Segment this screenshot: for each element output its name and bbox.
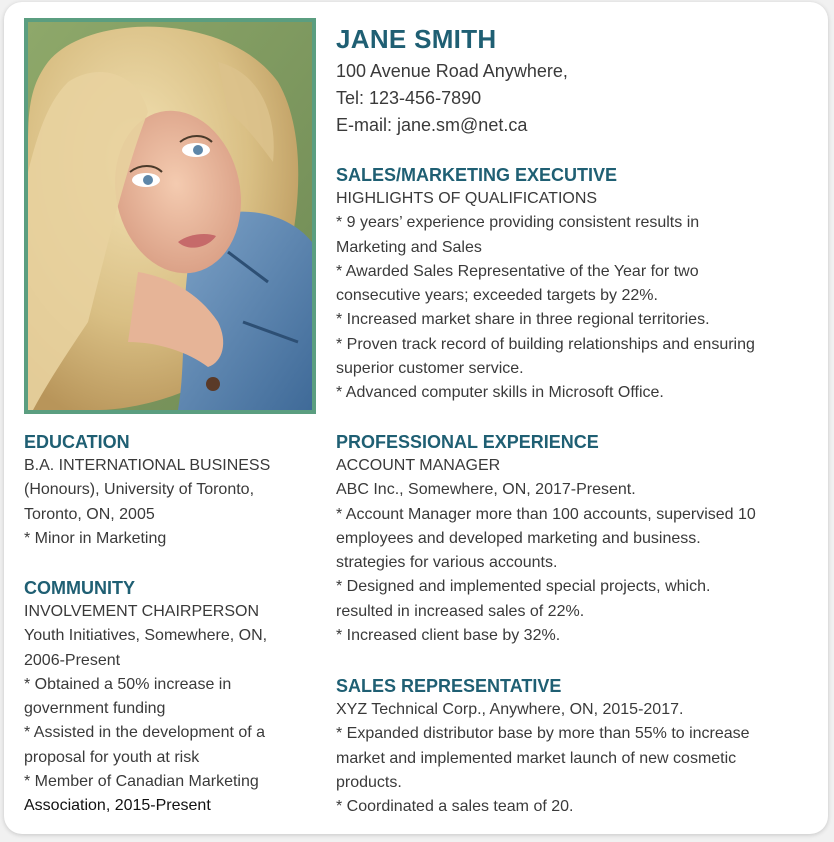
text-line: ABC Inc., Somewhere, ON, 2017-Present.: [336, 481, 636, 499]
community-section: [24, 576, 324, 819]
text-line: INVOLVEMENT CHAIRPERSON: [24, 603, 260, 620]
text-line: * Coordinated a sales team of 20.: [336, 798, 574, 816]
section-heading: COMMUNITY: [24, 578, 135, 598]
portrait-image: [28, 22, 312, 410]
phone-line: Tel: 123-456-7890: [336, 88, 482, 108]
text-line: government funding: [24, 700, 166, 718]
text-line: * Advanced computer skills in Microsoft Office.: [336, 384, 664, 402]
profile-photo: [24, 18, 316, 414]
text-line: 2006-Present: [24, 651, 121, 669]
experience-section: [336, 430, 816, 648]
text-line: * Member of Canadian Marketing: [24, 773, 259, 791]
text-line: * Increased market share in three regional territories.: [336, 311, 710, 329]
text-line: employees and developed marketing and business.: [336, 529, 701, 547]
text-line: * Account Manager more than 100 accounts, supervised 10: [336, 505, 756, 523]
text-line: products.: [336, 773, 402, 791]
text-line: * Minor in Marketing: [24, 529, 167, 547]
text-line: strategies for various accounts.: [336, 554, 558, 572]
text-line: proposal for youth at risk: [24, 748, 200, 766]
text-line: Toronto, ON, 2005: [24, 505, 155, 523]
text-line: market and implemented market launch of new cosmetic: [336, 749, 737, 767]
text-line: Marketing and Sales: [336, 238, 482, 256]
email-line: E-mail: jane.sm@net.ca: [336, 115, 528, 135]
section-body: [24, 600, 324, 819]
profile-section: [336, 163, 816, 406]
text-line: * Increased client base by 32%.: [336, 627, 561, 645]
candidate-name: JANE SMITH: [336, 24, 497, 54]
section-heading: PROFESSIONAL EXPERIENCE: [336, 432, 599, 452]
text-line: superior customer service.: [336, 360, 524, 378]
section-body: [336, 698, 816, 819]
text-line: * Obtained a 50% increase in: [24, 675, 232, 693]
text-line: consecutive years; exceeded targets by 22%.: [336, 287, 658, 305]
text-line: XYZ Technical Corp., Anywhere, ON, 2015-2017.: [336, 701, 684, 718]
address-line: 100 Avenue Road Anywhere,: [336, 61, 568, 81]
section-body: [24, 454, 324, 551]
education-section: [24, 430, 324, 551]
text-line: Youth Initiatives, Somewhere, ON,: [24, 627, 268, 645]
text-line: Association, 2015-Present: [24, 797, 211, 815]
section-heading: SALES REPRESENTATIVE: [336, 676, 562, 696]
text-line: * Assisted in the development of a: [24, 724, 266, 742]
subheading: HIGHLIGHTS OF QUALIFICATIONS: [336, 190, 598, 207]
text-line: * Designed and implemented special projects, which.: [336, 578, 711, 596]
sales-rep-section: [336, 674, 816, 819]
text-line: (Honours), University of Toronto,: [24, 481, 255, 499]
section-body: [336, 454, 816, 648]
contact-info: [336, 58, 806, 139]
text-line: * Proven track record of building relationships and ensuring: [336, 335, 755, 353]
text-line: * Awarded Sales Representative of the Year for two: [336, 262, 699, 280]
text-line: B.A. INTERNATIONAL BUSINESS: [24, 457, 271, 474]
text-line: * Expanded distributor base by more than 55% to increase: [336, 725, 750, 743]
section-heading: EDUCATION: [24, 432, 130, 452]
text-line: resulted in increased sales of 22%.: [336, 602, 585, 620]
text-line: ACCOUNT MANAGER: [336, 457, 501, 474]
text-line: * 9 years’ experience providing consistent results in: [336, 214, 700, 232]
section-heading: SALES/MARKETING EXECUTIVE: [336, 165, 618, 185]
section-body: [336, 187, 816, 406]
